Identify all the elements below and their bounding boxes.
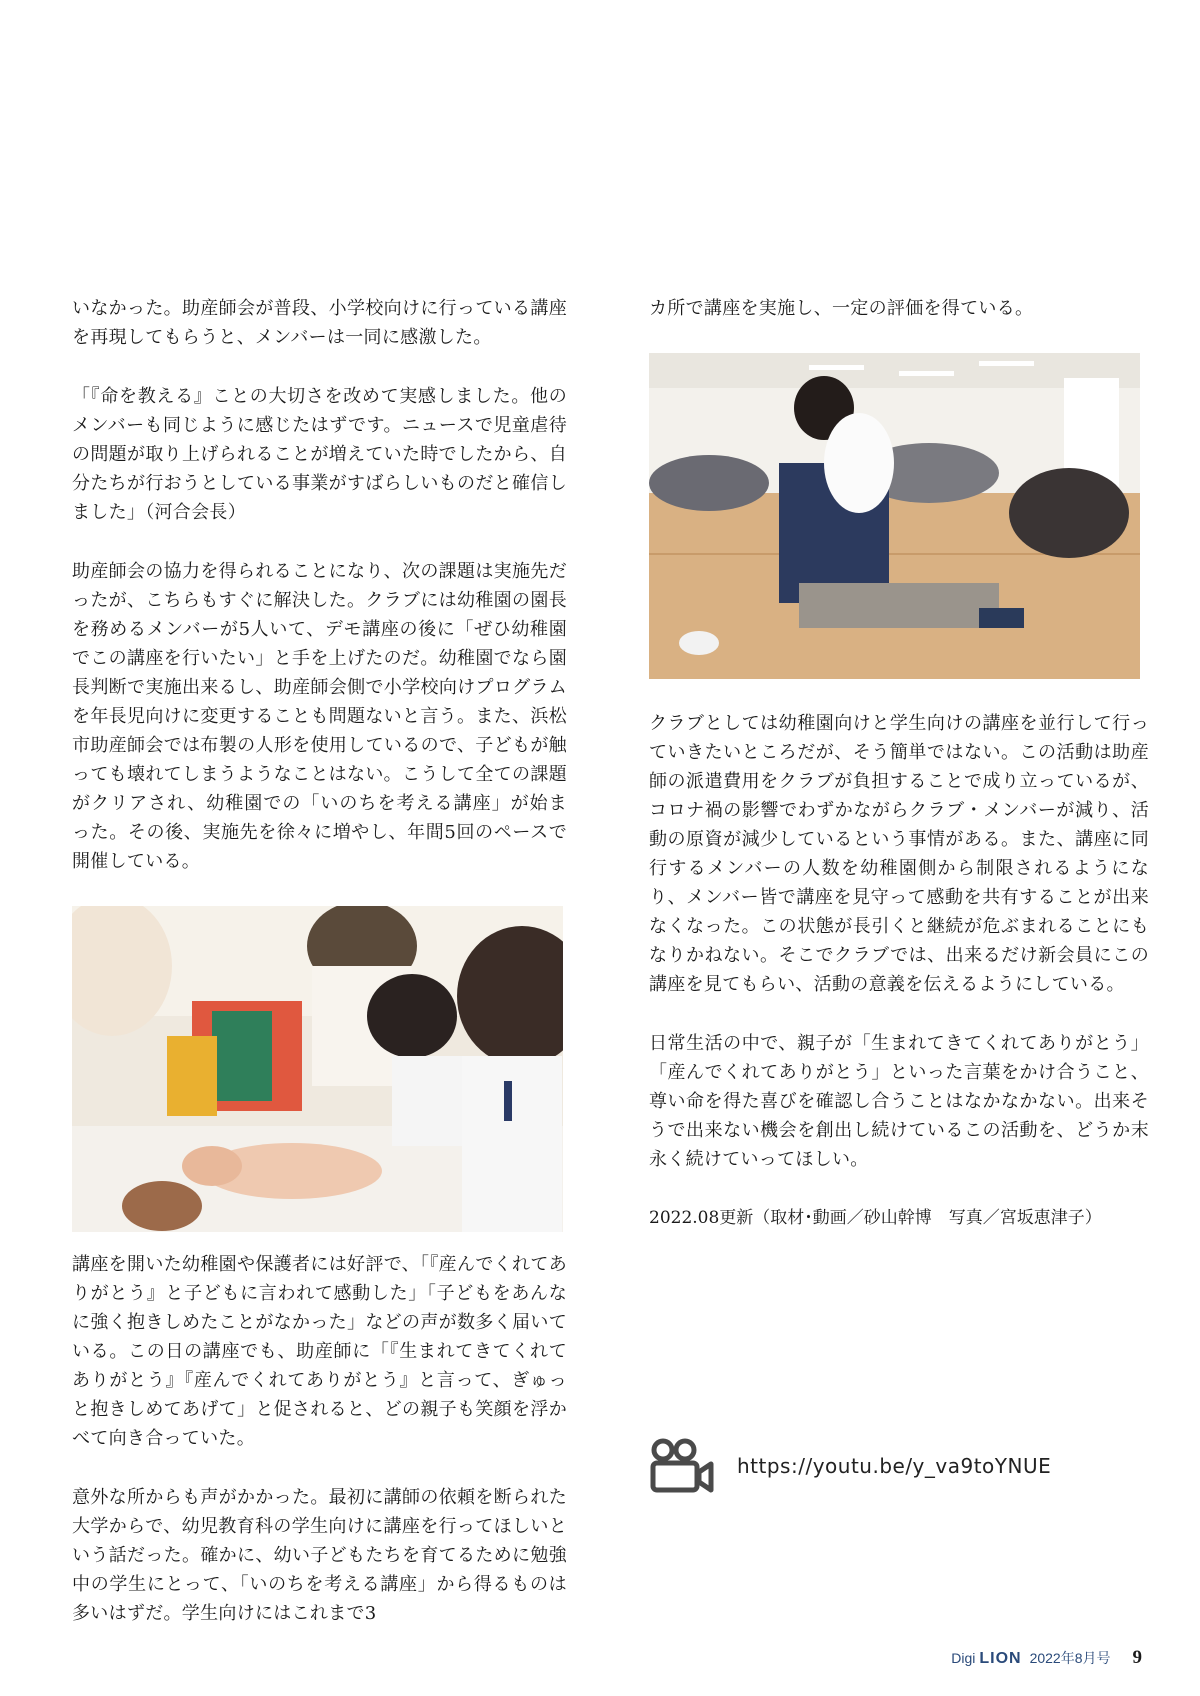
video-camera-icon (649, 1438, 715, 1494)
page-footer (951, 1647, 1142, 1669)
left-paragraph-2: 「『命を教える』ことの大切さを改めて実感しました。他のメンバーも同じように感じたはずです。ニュースで児童虐待の問題が取り上げられることが増えていた時でしたから、自分たちが行おうとしている事業がすばらしいものだと確信しました」（河合会長） (72, 386, 567, 523)
video-url[interactable]: https://youtu.be/y_va9toYNUE (737, 1454, 1052, 1478)
footer-issue: 2022年8月号 (1029, 1650, 1111, 1666)
left-paragraph-4: 講座を開いた幼稚園や保護者には好評で、「『産んでくれてありがとう』と子どもに言われて感動した」「子どもをあんなに強く抱きしめたことがなかった」などの声が数多く届いている。この日の講座でも、助産師に「『生まれてきてくれてありがとう』『産んでくれてありがとう』と言って、ぎゅっと抱きしめてあげて」と促されると、どの親子も笑顔を浮かべて向き合っていた。 (72, 1254, 567, 1449)
right-paragraph-2: クラブとしては幼稚園向けと学生向けの講座を並行して行っていきたいところだが、そう簡単ではない。この活動は助産師の派遣費用をクラブが負担することで成り立っているが、コロナ禍の影響でわずかながらクラブ・メンバーが減り、活動の原資が減少しているという事情がある。また、講座に同行するメンバーの人数を幼稚園側から制限されるようになり、メンバー皆で講座を見守って感動を共有することが出来なくなった。この状態が長引くと継続が危ぶまれることにもなりかねない。そこでクラブでは、出来るだけ新会員にこの講座を見てもらい、活動の意義を伝えるようにしている。 (649, 713, 1149, 995)
left-column (72, 294, 567, 1658)
page-number: 9 (1132, 1647, 1142, 1668)
video-link[interactable] (649, 1438, 1051, 1494)
right-column (649, 294, 1149, 1232)
left-paragraph-1: いなかった。助産師会が普段、小学校向けに行っている講座を再現してもらうと、メンバーは一同に感激した。 (72, 298, 567, 348)
left-paragraph-5: 意外な所からも声がかかった。最初に講師の依頼を断られた大学からで、幼児教育科の学生向けに講座を行ってほしいという話だった。確かに、幼い子どもたちを育てるために勉強中の学生にとって、「いのちを考える講座」から得るものは多いはずだ。学生向けにはこれまで3 (72, 1487, 567, 1624)
left-paragraph-3: 助産師会の協力を得られることになり、次の課題は実施先だったが、こちらもすぐに解決した。クラブには幼稚園の園長を務めるメンバーが5人いて、デモ講座の後に「ぜひ幼稚園でこの講座を行いたい」と手を上げたのだ。幼稚園でなら園長判断で実施出来るし、助産師会側で小学校向けプログラムを年長児向けに変更することも問題ないと言う。また、浜松市助産師会では布製の人形を使用しているので、子どもが触っても壊れてしまうようなことはない。こうして全ての課題がクリアされ、幼稚園での「いのちを考える講座」が始まった。その後、実施先を徐々に増やし、年間5回のペースで開催している。 (72, 561, 567, 872)
footer-lion-logo: LION (979, 1650, 1022, 1667)
right-paragraph-1: カ所で講座を実施し、一定の評価を得ている。 (649, 298, 1034, 319)
photo-parent-hugging-child (649, 353, 1140, 679)
right-paragraph-3: 日常生活の中で、親子が「生まれてきてくれてありがとう」「産んでくれてありがとう」といった言葉をかけ合うこと、尊い命を得た喜びを確認し合うことはなかなかない。出来そうで出来ない機会を創出し続けているこの活動を、どうか末永く続けていってほしい。 (649, 1033, 1149, 1170)
article-credit: 2022.08更新（取材･動画／砂山幹博 写真／宮坂恵津子） (649, 1208, 1102, 1228)
footer-digi: Digi (951, 1650, 976, 1666)
photo-children-with-baby-doll (72, 906, 563, 1232)
